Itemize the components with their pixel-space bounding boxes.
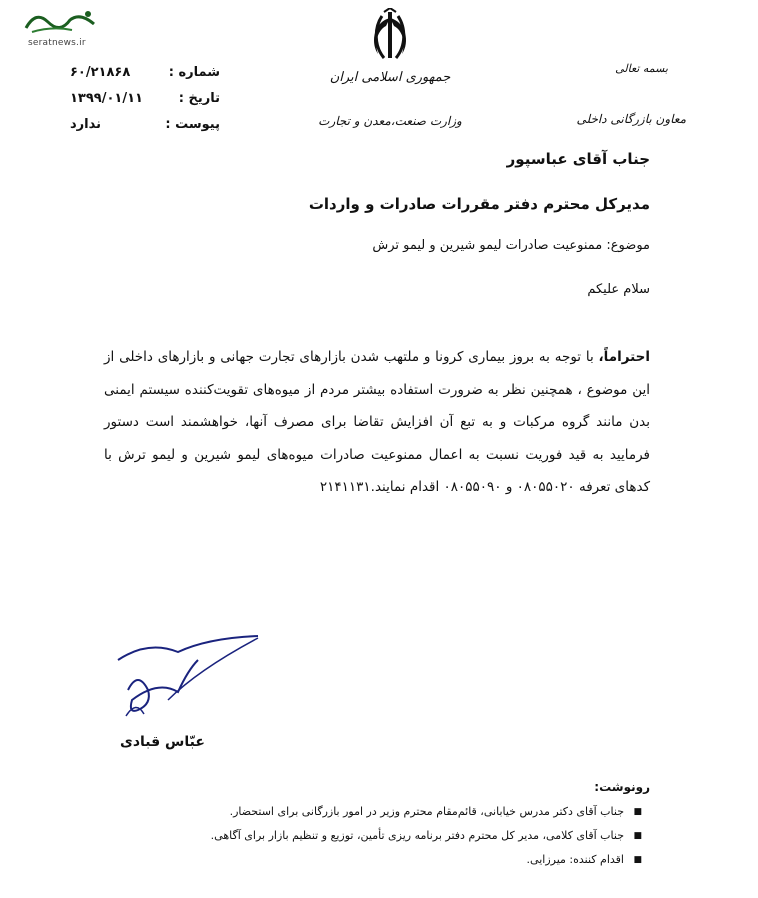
iran-emblem-icon bbox=[364, 8, 416, 66]
signer-name: عبّاس قبادی bbox=[120, 734, 205, 750]
recipient-position: مدیرکل محترم دفتر مقررات صادرات و واردات bbox=[308, 195, 650, 213]
meta-attachment bbox=[70, 112, 220, 138]
attachment-value: ندارد bbox=[70, 117, 102, 132]
cc-item bbox=[130, 824, 650, 848]
cc-item bbox=[130, 848, 650, 872]
deputy-title: معاون بازرگانی داخلی bbox=[576, 112, 686, 126]
watermark-url: seratnews.ir bbox=[28, 38, 86, 48]
subject-label: موضوع: bbox=[606, 238, 650, 253]
bullet-icon: ■ bbox=[633, 807, 642, 817]
date-label: تاریخ : bbox=[178, 91, 220, 106]
cc-list bbox=[130, 800, 650, 872]
serat-logo-icon bbox=[22, 6, 102, 36]
cc-item-text: اقدام کننده: میرزایی. bbox=[526, 853, 624, 866]
attachment-label: پیوست : bbox=[165, 117, 220, 132]
cc-label: رونوشت: bbox=[594, 780, 650, 794]
ministry-title: وزارت صنعت،معدن و تجارت bbox=[318, 114, 462, 128]
bullet-icon: ■ bbox=[633, 831, 642, 841]
bismillah: بسمه تعالی bbox=[615, 62, 668, 75]
letter-body bbox=[104, 341, 650, 504]
number-label: شماره : bbox=[168, 65, 220, 80]
cc-item-text: جناب آقای کلامی، مدیر کل محترم دفتر برنامه ریزی تأمین، توزیع و تنظیم بازار برای آگاهی. bbox=[210, 829, 624, 842]
number-value: ۶۰/۲۱۸۶۸ bbox=[70, 65, 131, 80]
recipient: جناب آقای عباسپور bbox=[506, 150, 650, 168]
cc-item bbox=[130, 800, 650, 824]
meta-date bbox=[70, 86, 220, 112]
letter-meta bbox=[70, 60, 220, 138]
body-lead: احتراماً، bbox=[598, 349, 650, 365]
body-text: با توجه به بروز بیماری کرونا و ملتهب شدن بازارهای تجارت جهانی و بازارهای داخلی از این موضوع ، همچنین نظر به ضرورت استفاده بیشتر مردم از میوه‌های تقویت‌کننده سیستم ایمنی بدن مانند گروه مرکبات و به تبع آن افزایش تقاضا برای مصرف آنها، خواهشمند است دستور فرمایید به قید فوریت نسبت به اعمال ممنوعیت صادرات میوه‌های لیمو شیرین و لیمو ترش با کدهای تعرفه ۰۸۰۵۵۰۲۰ و ۰۸۰۵۵۰۹۰ اقدام نمایند.۲۱۴۱۱۳۱ bbox=[104, 349, 650, 495]
bullet-icon: ■ bbox=[633, 855, 642, 865]
subject-text: ممنوعیت صادرات لیمو شیرین و لیمو ترش bbox=[372, 238, 603, 253]
signature-image bbox=[108, 630, 268, 730]
republic-title: جمهوری اسلامی ایران bbox=[329, 70, 451, 85]
date-value: ۱۳۹۹/۰۱/۱۱ bbox=[70, 91, 143, 106]
greeting: سلام علیکم bbox=[587, 282, 650, 297]
cc-item-text: جناب آقای دکتر مدرس خیابانی، قائم‌مقام محترم وزیر در امور بازرگانی برای استحضار. bbox=[229, 805, 624, 818]
watermark bbox=[14, 6, 104, 48]
subject-line bbox=[372, 238, 650, 253]
meta-number bbox=[70, 60, 220, 86]
